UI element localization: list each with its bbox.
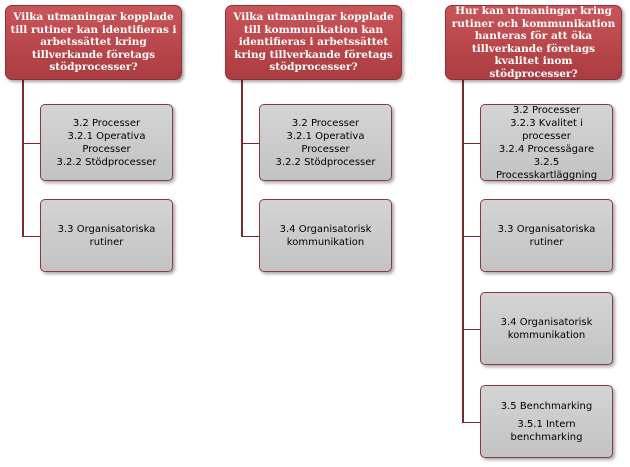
topic-label: 3.5.1 Intern benchmarking [510,418,583,443]
research-question-3 [445,5,622,80]
topic-label: 3.4 Organisatorisk kommunikation [500,316,593,341]
connector-vertical-2 [241,80,243,236]
research-question-text: Hur kan utmaningar kring rutiner och kommunikation hanteras för att öka tillverkande företags kvalitet inom stödprocesser? [451,5,616,80]
topic-box [480,199,613,272]
topic-label: 3.3 Organisatoriska rutiner [57,223,156,248]
topic-label: 3.2.2 Stödprocesser [56,156,157,168]
topic-box [480,104,613,181]
topic-box [259,104,392,181]
topic-label: 3.2.2 Stödprocesser [275,156,376,168]
research-question-2 [225,5,402,80]
topic-label: 3.3 Organisatoriska rutiner [497,223,596,248]
connector-horizontal [241,143,259,145]
research-question-text: Vilka utmaningar kopplade till rutiner kan identifieras i arbetssättet kring tillverkande företags stödprocesser? [10,11,177,74]
connector-vertical-3 [462,80,464,422]
connector-horizontal [241,236,259,238]
topic-label: 3.2.1 Operativa Processer [286,130,365,155]
topic-box [259,199,392,272]
connector-horizontal [462,143,480,145]
topic-box [480,385,613,458]
connector-horizontal [462,329,480,331]
topic-label: 3.2 Processer [291,117,360,129]
topic-label: 3.2.3 Kvalitet i processer [510,117,583,142]
topic-box [40,104,173,181]
topic-box [480,292,613,365]
research-question-1 [5,5,182,80]
topic-label: 3.2 Processer [72,117,141,129]
connector-horizontal [462,236,480,238]
connector-horizontal [22,236,40,238]
connector-vertical-1 [22,80,24,236]
topic-label: 3.4 Organisatorisk kommunikation [279,223,372,248]
research-question-text: Vilka utmaningar kopplade till kommunikation kan identifieras i arbetssättet kring tillverkande företags stödprocesser? [233,11,394,74]
topic-label: 3.2.1 Operativa Processer [67,130,146,155]
connector-horizontal [22,143,40,145]
topic-label: 3.2.5 Processkartläggning [495,156,598,181]
topic-label: 3.5 Benchmarking [500,400,593,412]
topic-label: 3.2 Processer [512,104,581,116]
connector-horizontal [462,422,480,424]
topic-label: 3.2.4 Processägare [498,143,595,155]
topic-box [40,199,173,272]
